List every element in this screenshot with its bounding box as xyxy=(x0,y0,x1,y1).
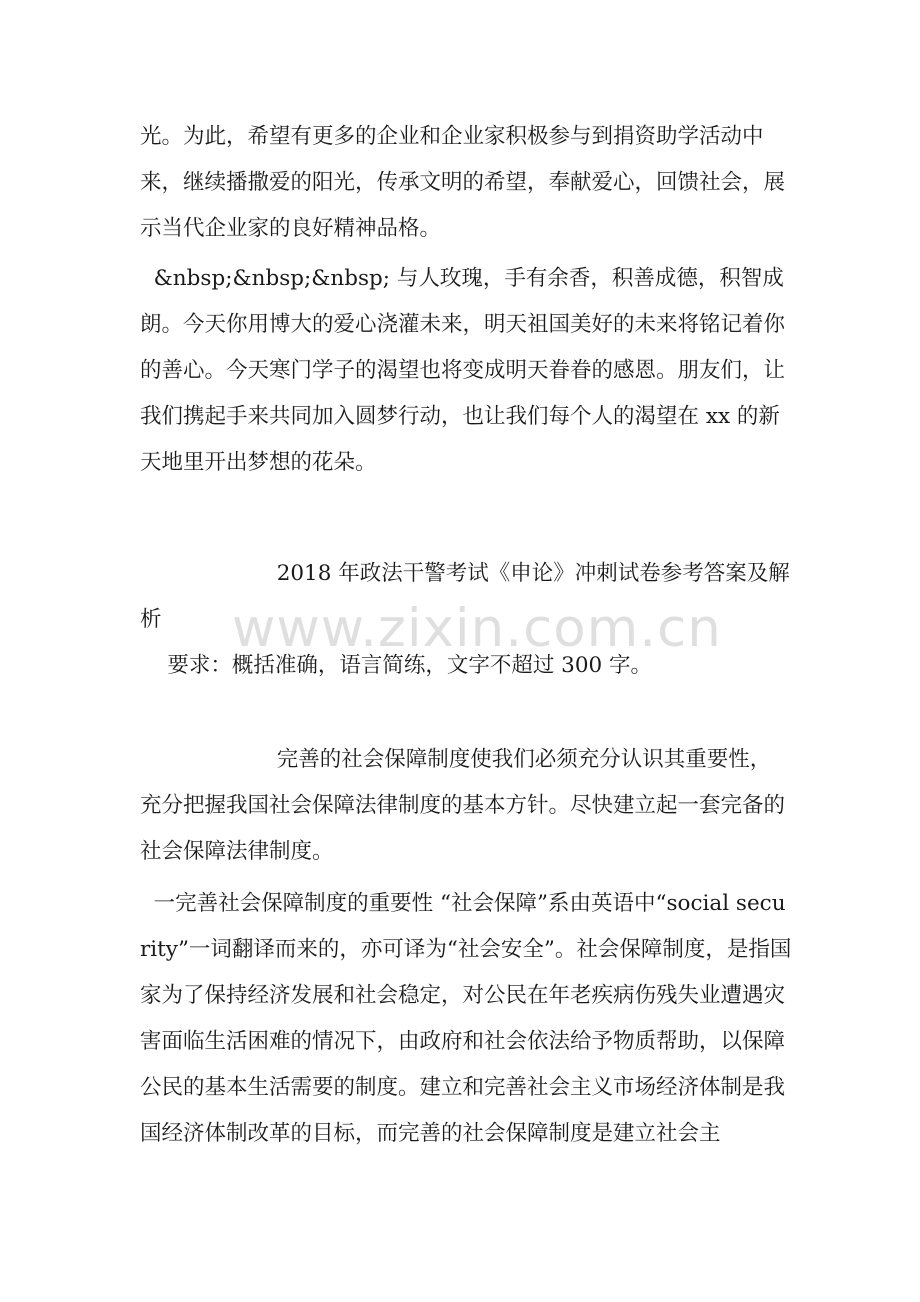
paragraph-roses-quote: &nbsp;&nbsp;&nbsp; 与人玫瑰，手有余香，积善成德，积智成朗。今天你用博大的爱心浇灌未来，明天祖国美好的未来将铭记着你的善心。今天寒门学子的渴望也将变成明天眷眷的感恩。朋友们，让我们携起手来共同加入圆梦行动，也让我们每个人的渴望在 xx 的新天地里开出梦想的花朵。 xyxy=(140,266,786,475)
paragraph-intro: 完善的社会保障制度使我们必须充分认识其重要性，充分把握我国社会保障法律制度的基本方针。尽快建立起一套完备的社会保障法律制度。 xyxy=(140,747,786,864)
section-title: 2018 年政法干警考试《申论》冲刺试卷参考答案及解析 xyxy=(140,561,790,632)
paragraph-donation-call: 光。为此，希望有更多的企业和企业家积极参与到捐资助学活动中来，继续播撒爱的阳光，传承文明的希望，奉献爱心，回馈社会，展示当代企业家的良好精神品格。 xyxy=(140,124,786,241)
watermark: www.zixin.com.cn xyxy=(232,598,722,659)
requirement-line: 要求：概括准确，语言简练，文字不超过 300 字。 xyxy=(140,653,653,678)
paragraph-importance: 一完善社会保障制度的重要性 “社会保障”系由英语中“social security”一词翻译而来的，亦可译为“社会安全”。社会保障制度，是指国家为了保持经济发展和社会稳定，对公民在年老疾病伤残失业遭遇灾害面临生活困难的情况下，由政府和社会依法给予物质帮助，以保障公民的基本生活需要的制度。建立和完善社会主义市场经济体制是我国经济体制改革的目标，而完善的社会保障制度是建立社会主 xyxy=(140,891,792,1146)
